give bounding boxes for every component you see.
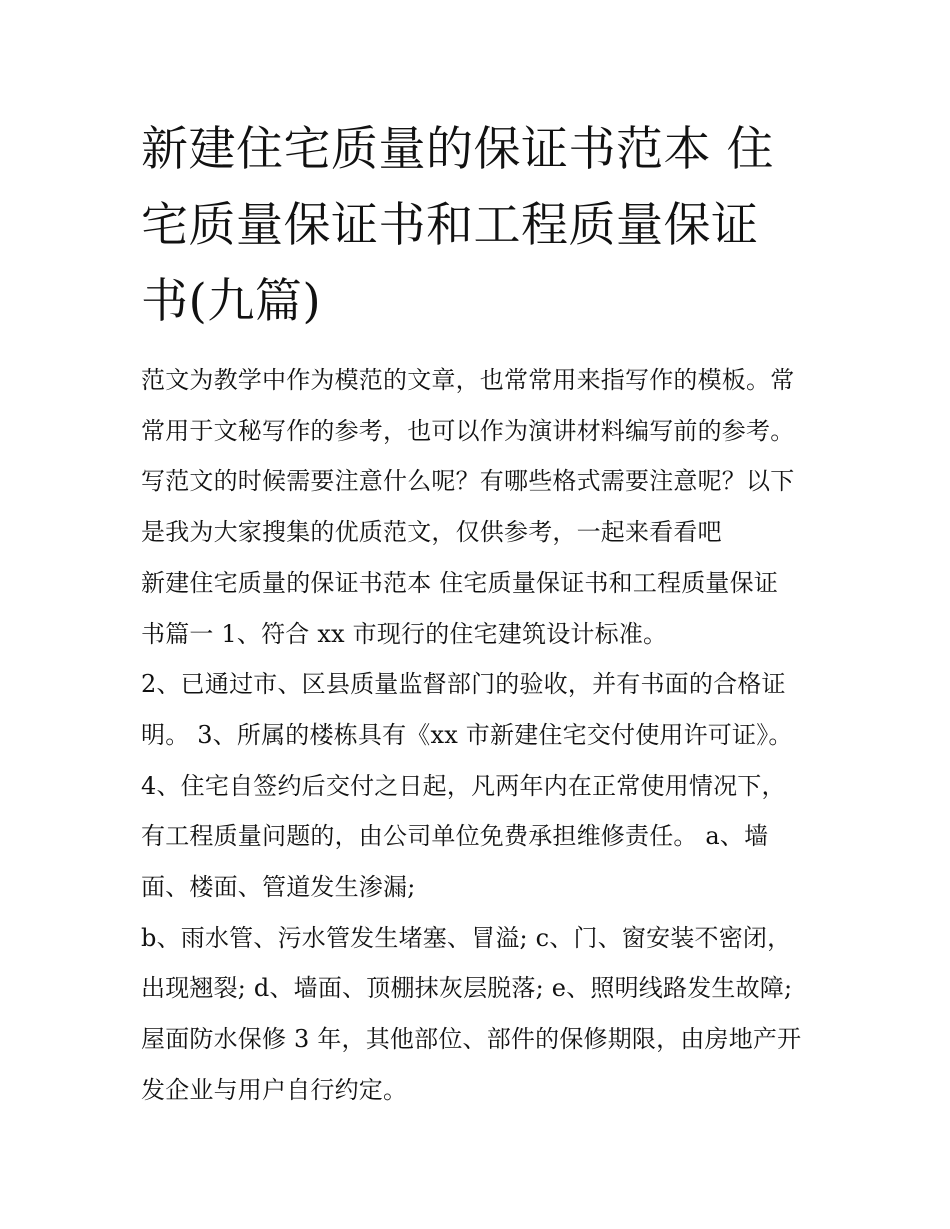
document-body (141, 355, 821, 1116)
body-line: 写范文的时候需要注意什么呢？有哪些格式需要注意呢？以下 (141, 467, 795, 496)
title-line: 书(九篇) (141, 274, 322, 329)
body-line: 新建住宅质量的保证书范本 住宅质量保证书和工程质量保证 (141, 568, 779, 597)
body-line: 2、已通过市、区县质量监督部门的验收，并有书面的合格证 (141, 670, 786, 699)
body-line: 常用于文秘写作的参考，也可以作为演讲材料编写前的参考。 (141, 416, 795, 445)
body-line: 发企业与用户自行约定。 (141, 1075, 408, 1104)
body-line: 4、住宅自签约后交付之日起，凡两年内在正常使用情况下， (141, 771, 786, 800)
body-line: 范文为教学中作为模范的文章，也常常用来指写作的模板。常 (141, 366, 795, 394)
title-line: 新建住宅质量的保证书范本 住 (141, 122, 774, 177)
body-line: 书篇一 1、符合 xx 市现行的住宅建筑设计标准。 (141, 619, 668, 648)
body-line: 屋面防水保修 3 年，其他部位、部件的保修期限，由房地产开 (141, 1025, 802, 1054)
body-line: 出现翘裂; d、墙面、顶棚抹灰层脱落; e、照明线路发生故障; (141, 974, 793, 1003)
title-line: 宅质量保证书和工程质量保证 (141, 198, 759, 253)
body-line: 有工程质量问题的，由公司单位免费承担维修责任。 a、墙 (141, 822, 769, 851)
body-line: 明。 3、所属的楼栋具有《xx 市新建住宅交付使用许可证》。 (141, 720, 793, 749)
body-line: 面、楼面、管道发生渗漏; (141, 873, 416, 902)
document-title (141, 112, 821, 340)
body-line: 是我为大家搜集的优质范文，仅供参考，一起来看看吧 (141, 518, 722, 547)
body-line: b、雨水管、污水管发生堵塞、冒溢; c、门、窗安装不密闭， (141, 923, 792, 952)
